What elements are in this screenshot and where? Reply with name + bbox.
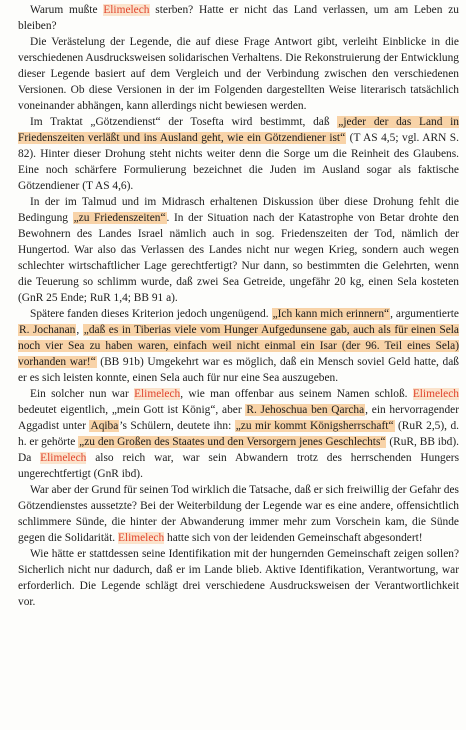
highlighted-passage: Aqiba	[90, 420, 119, 432]
text-segment: , wie man offenbar aus seinem Namen schloß.	[180, 388, 413, 400]
paragraph-5	[18, 306, 459, 386]
paragraph-2	[18, 34, 459, 114]
text-segment: (RuR 2,5), d. h. er gehörte	[18, 420, 460, 448]
highlighted-passage: R. Jochanan	[19, 324, 76, 336]
text-segment: Wie hätte er stattdessen seine Identifikation mit der hungernden Gemeinschaft zeigen sollen? Sicherlich nicht nur dadurch, daß er im Lande blieb. Aktive Identifikation, Verantwortung, war erforderlich. Die Legende schlägt drei verschiedene Ausdrucksweisen der Verantwortlichkeit vor.	[18, 548, 459, 608]
text-segment: Die Verästelung der Legende, die auf diese Frage Antwort gibt, verleiht Einblicke in die verschiedenen Ausdrucksweisen solidarischen Verhaltens. Die Rekonstruierung der Entwicklung dieser Legende basiert auf dem Vergleich und der Verbindung zwischen den verschiedenen Versionen. Ob diese Versionen in der im Folgenden dargestellten Weise literarisch tatsächlich voneinander abhängen, kann allerdings nicht bewiesen werden.	[18, 36, 459, 112]
text-segment: Warum mußte	[30, 4, 104, 16]
text-segment: Im Traktat „Götzendienst“ der Tosefta wird bestimmt, daß	[30, 116, 338, 128]
text-segment: bedeutet eigentlich, „mein Gott ist König“, aber	[18, 404, 246, 416]
highlighted-name: Elimelech	[412, 388, 459, 400]
paragraph-8	[18, 546, 459, 610]
highlighted-passage: „zu mir kommt Königsherrschaft“	[235, 420, 394, 432]
highlighted-passage: R. Jehoschua ben Qarcha	[246, 404, 365, 416]
highlighted-name: Elimelech	[134, 388, 181, 400]
paragraph-6	[18, 386, 459, 482]
text-segment: (BB 91b) Umgekehrt war es möglich, daß ein Mensch soviel Geld hatte, daß er es sich leisten konnte, einen Sela auch für nur eine Sea auszugeben.	[18, 356, 459, 384]
text-segment: , argumentierte	[390, 308, 459, 320]
highlighted-passage: „daß es in Tiberias viele vom Hunger Aufgedunsene gab, auch als für einen Sela noch vier Sea zu haben waren, einfach weil nicht einmal ein Isar (der 96. Teil eines Sela) vorhanden war!“	[18, 324, 459, 368]
text-segment: Ein solcher nun war	[30, 388, 135, 400]
text-segment: ’s Schülern, deutete ihn:	[119, 420, 235, 432]
paragraph-4	[18, 194, 459, 306]
text-segment: War aber der Grund für seinen Tod wirklich die Tatsache, daß er sich freiwillig der Gefahr des Götzendienstes aussetzte? Bei der Weiterbildung der Legende war es eine andere, offensichtlich schlimmere Sünde, die hinter der Abwanderung immer mehr zum Vorschein kam, die Sünde gegen die Solidarität.	[18, 484, 459, 544]
text-segment: Spätere fanden dieses Kriterion jedoch ungenügend.	[30, 308, 272, 320]
text-segment: hatte sich von der leidenden Gemeinschaft abgesondert!	[164, 532, 423, 544]
highlighted-passage: „jeder der das Land in Friedenszeiten verläßt und ins Ausland geht, wie ein Götzendiener ist“	[18, 116, 459, 144]
highlighted-passage: „zu Friedenszeiten“	[73, 212, 166, 224]
paragraph-3	[18, 114, 459, 194]
highlighted-passage: „zu den Großen des Staates und den Versorgern jenes Geschlechts“	[79, 436, 386, 448]
text-segment: . In der Situation nach der Katastrophe von Betar drohte den Bewohnern des Landes Israel nämlich auch in sog. Friedenszeiten der Tod, nämlich der Hungertod. War also das Verlassen des Landes nicht nur wegen Krieg, sondern auch wegen schlechter wirtschaftlicher Lage gerechtfertigt? Nur dann, so bestimmten die Gelehrten, wenn die Teuerung so schlimm wurde, daß zwei Sea Getreide, ungefähr 20 kg, einen Sela kosteten (GnR 25 Ende; RuR 1,4; BB 91 a).	[18, 212, 460, 304]
text-segment: , ein hervorragender Aggadist unter	[18, 404, 459, 432]
text-segment: (RuR, BB ibd). Da	[18, 436, 460, 464]
text-segment: (T AS 4,5; vgl. ARN S. 82). Hinter dieser Drohung steht nichts weiter denn die Sorge um die Reinheit des Glaubens. Eine noch schärfere Formulierung bezeichnet die Juden im Ausland sogar als faktische Götzendiener (T AS 4,6).	[18, 132, 459, 192]
text-segment: also reich war, war sein Abwandern trotz des herrschenden Hungers ungerechtfertigt (GnR ibd).	[18, 452, 460, 480]
text-segment: sterben? Hatte er nicht das Land verlassen, um am Leben zu bleiben?	[18, 4, 459, 32]
highlighted-name: Elimelech	[103, 4, 150, 16]
paragraph-7	[18, 482, 459, 546]
paragraph-1	[18, 2, 459, 34]
highlighted-name: Elimelech	[40, 452, 87, 464]
text-segment: ,	[76, 324, 83, 336]
text-segment: In der im Talmud und im Midrasch erhaltenen Diskussion über diese Drohung fehlt die Bedingung	[18, 196, 459, 224]
highlighted-passage: „Ich kann mich erinnern“	[272, 308, 390, 320]
highlighted-name: Elimelech	[117, 532, 165, 544]
